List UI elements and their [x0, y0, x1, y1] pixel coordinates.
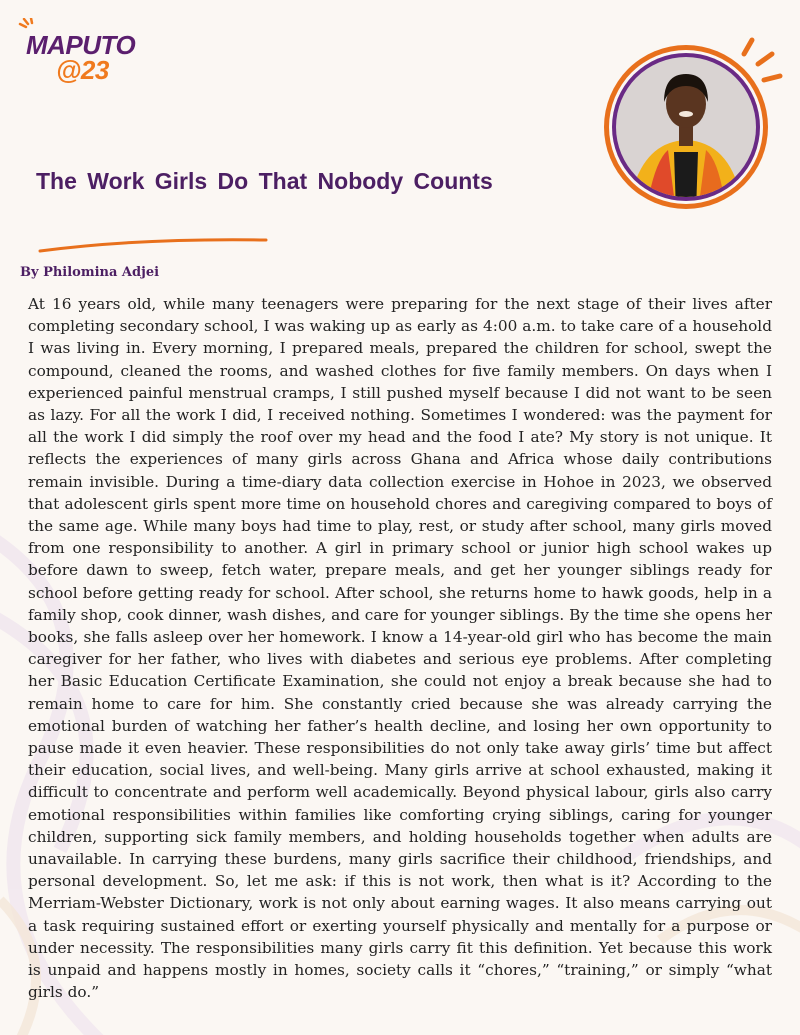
logo-text-year: @23 — [56, 55, 109, 85]
article-byline: By Philomina Adjei — [20, 265, 160, 280]
article-title: The Work Girls Do That Nobody Counts — [36, 168, 493, 194]
logo-text-maputo: MAPUTO — [26, 30, 136, 60]
title-underline-swoosh — [38, 236, 268, 254]
author-portrait-icon — [598, 32, 788, 222]
article-body: At 16 years old, while many teenagers were preparing for the next stage of their lives after completing secondary school, I was waking up as early as 4:00 a.m. to take care of a household I was living in. Every morning, I prepared meals, prepared the children for school, swept the compound, cleaned the rooms, and washed clothes for five family members. On days when I experienced painful menstrual cramps, I still pushed myself because I did not want to be seen as lazy. For all the work I did, I received nothing. Sometimes I wondered: was the payment for all the work I did simply the roof over my head and the food I ate? My story is not unique. It reflects the experiences of many girls across Ghana and Africa whose daily contributions remain invisible. During a time-diary data collection exercise in Hohoe in 2023, we observed that adolescent girls spent more time on household chores and caregiving compared to boys of the same age. While many boys had time to play, rest, or study after school, many girls moved from one responsibility to another. A girl in primary school or junior high school wakes up before dawn to sweep, fetch water, prepare meals, and get her younger siblings ready for school before getting ready for school. After school, she returns home to hawk goods, help in a family shop, cook dinner, wash dishes, and care for younger siblings. By the time she opens her books, she falls asleep over her homework. I know a 14-year-old girl who has become the main caregiver for her father, who lives with diabetes and serious eye problems. After completing her Basic Education Certificate Examination, she could not enjoy a break because she had to remain home to care for him. She constantly cried because she was already carrying the emotional burden of watching her father’s health decline, and losing her own opportunity to pause made it even heavier. These responsibilities do not only take away girls’ time but affect their education, social lives, and well-being. Many girls arrive at school exhausted, making it difficult to concentrate and perform well academically. Beyond physical labour, girls also carry emotional responsibilities within families like comforting crying siblings, caring for younger children, supporting sick family members, and holding households together when adults are unavailable. In carrying these burdens, many girls sacrifice their childhood, friendships, and personal development. So, let me ask: if this is not work, then what is it? According to the Merriam-Webster Dictionary, work is not only about earning wages. It also means carrying out a task requiring sustained effort or exerting yourself physically and mentally for a purpose or under necessity. The responsibilities many girls carry fit this definition. Yet because this work is unpaid and happens mostly in homes, society calls it “chores,” “training,” or simply “what girls do.” — [28, 295, 772, 1002]
maputo23-logo — [18, 18, 148, 88]
